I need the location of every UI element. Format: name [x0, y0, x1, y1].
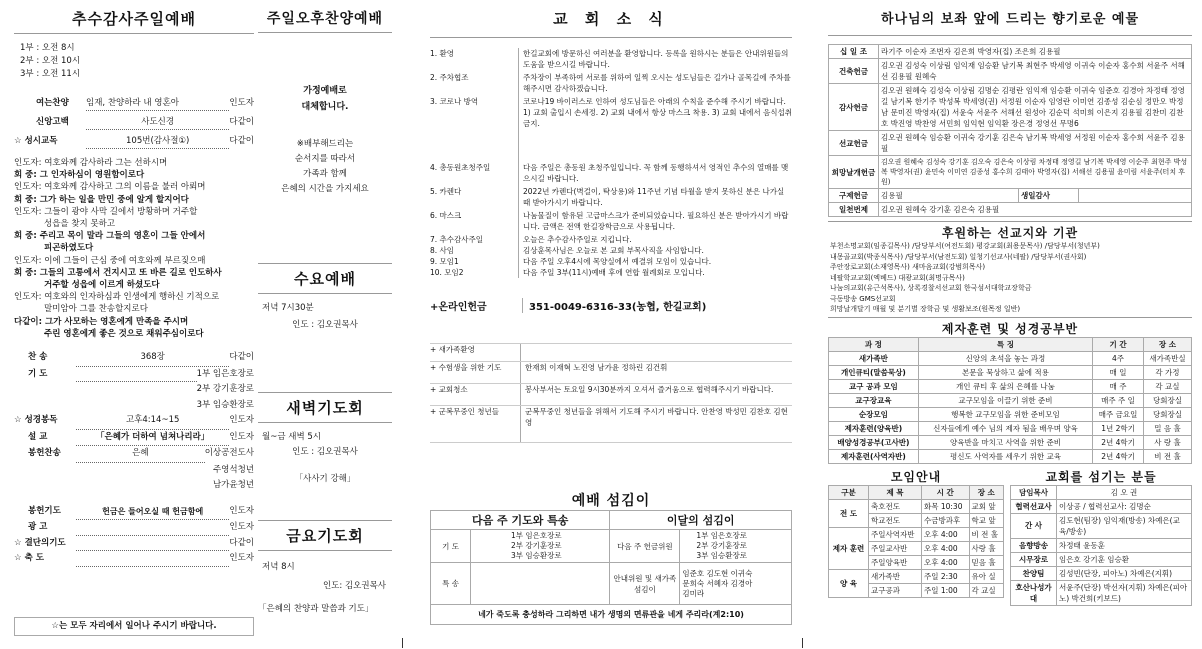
resp-line: 인도자: 이에 그들이 근심 중에 여호와께 부르짖으매: [14, 255, 206, 266]
order-row: [14, 116, 254, 130]
special-label: 특 송: [431, 563, 471, 605]
item-key: + 군복무중인 청년들: [430, 407, 500, 416]
mission-item: 부천소명교회(임종길목사) /담당부서(여전도회) 평강교회(최용문목사) /담당부서(청년부): [830, 242, 1100, 250]
order-label: 신앙고백: [36, 117, 69, 127]
meet-cell: 축호전도: [869, 499, 922, 513]
news-key: 7. 추수감사주일: [430, 235, 484, 244]
news-key: 10. 모임2: [430, 268, 464, 277]
resp-line: 피곤하였도다: [44, 243, 94, 254]
order-label: ☆ 축 도: [14, 553, 44, 564]
items-list: [430, 343, 792, 443]
offer-label: 다음 주 헌금위원: [610, 530, 680, 563]
resp-line: 회 중: 주리고 목이 말라 그들의 영혼이 그들 안에서: [14, 231, 206, 242]
mission-item: 내몽골교회(박종식목사) /담당부서(남전도회) 일청기선교사(네팔) /담당부서(권사회): [830, 252, 1087, 261]
train-table: [828, 337, 1192, 464]
serve-names: 김성빈(단장, 피아노) 차예은(지휘): [1057, 566, 1192, 580]
offering-value: 김오권 김성숙 이상림 임익재 임승환 남기복 최현주 박세영 이귀숙 이순자 홍수희 서윤주 서해선 김용필 원혜숙: [879, 59, 1192, 84]
offering-value: 김오권 원혜숙 김성숙 이상림 김명순 김평란 임익재 임승환 이귀숙 임준호 김경아 차정태 정영길 남기복 한기주 박성복 박세영(권) 서정원 이순자 임영란 이미연 김종성 김순심 정만오 박정남 문미진 박영자(집) 서윤숙 서윤주 서해선 원성아 김순덕 석미희 이은지 김용필 김찬미 김찬호 박진영 박찬영 서민희 임익현 임익환 장은경 정영선 무명6: [879, 84, 1192, 131]
offer-item: 1부 임은호장로: [696, 531, 748, 540]
fri-title: 금요기도회: [258, 520, 392, 551]
news-item: [430, 210, 792, 234]
resp-line: 인도자: 여호와의 인자하심과 인생에게 행하신 기적으로: [14, 292, 220, 303]
train-cell: 사 랑 홀: [1143, 435, 1191, 449]
col1-footer: ☆는 모두 자리에서 일어나 주시기 바랍니다.: [14, 617, 254, 636]
meet-table: [828, 485, 1004, 598]
item-row: [430, 405, 792, 443]
train-cell: 교구 공과 모임: [829, 379, 919, 393]
order-row: [14, 504, 254, 521]
train-cell: 평신도 사역자를 세우기 위한 교육: [918, 449, 1092, 463]
resp-line: 말미암아 그를 찬송할지로다: [44, 304, 148, 315]
train-cell: 매주 주 일: [1093, 393, 1144, 407]
serve-names: 이상공 / 협력선교사: 김명순: [1057, 499, 1192, 513]
news-item: [430, 256, 792, 267]
serve-names: 임은호 강기훈 임승환: [1057, 552, 1192, 566]
serve-names: 서윤주(단장) 박선자(지휘) 차예은(피아노) 박건희(키보드): [1057, 580, 1192, 605]
offering-key: 희망날개헌금: [829, 156, 879, 189]
news-list: [430, 48, 792, 278]
offering-key: 감사헌금: [829, 84, 879, 131]
resp-line: 회 중: 그들의 고통에서 건지시고 또 바른 길로 인도하사: [14, 267, 222, 278]
meet-cell: 학교전도: [869, 513, 922, 527]
mission-item: 주안장로교회(소재영목사) 새마음교회(강범희목사): [830, 263, 986, 271]
order-lead: 인도자: [229, 522, 254, 533]
meet-cell: 오후 4:00: [921, 541, 969, 555]
train-head: 기 간: [1093, 337, 1144, 351]
train-cell: 신앙의 초석을 놓는 과정: [918, 351, 1092, 365]
resp-line: 다같이: 그가 사모하는 영혼에게 만족을 주시며: [14, 316, 189, 327]
news-item: [430, 267, 792, 278]
news-value: 오늘은 추수감사주일로 지킵니다.: [518, 234, 792, 245]
item-value: 군복무중인 청년들을 위해서 기도해 주시기 바랍니다. 안찬영 박성민 김찬호 김현영: [520, 406, 792, 442]
train-cell: 제자훈련(사역자반): [829, 449, 919, 463]
train-cell: 신자들에게 예수 님의 제자 됨을 배우며 양육: [918, 421, 1092, 435]
order-row: [14, 135, 254, 149]
order-label: 봉헌기도: [28, 505, 61, 516]
order-lead: 다같이: [229, 537, 254, 548]
next-title: 다음 주 기도와 특송: [431, 511, 610, 530]
note-line: 가족과 함께: [303, 169, 347, 179]
news-item: [430, 245, 792, 256]
train-title: 제자훈련 및 성경공부반: [828, 317, 1192, 337]
order-label: 봉헌찬송: [28, 448, 61, 459]
guide-list: [680, 563, 792, 605]
serve-names: 김 오 권: [1057, 485, 1192, 499]
resp-line: 주린 영혼에게 좋은 것으로 채워주심이로다: [44, 328, 204, 339]
offering-key: 십 일 조: [829, 45, 879, 59]
item-row: [430, 343, 792, 361]
meet-cell: 전 도: [829, 499, 869, 527]
responsive-reading: [14, 157, 254, 340]
order-row: [14, 413, 254, 430]
meet-cell: 주일교사반: [869, 541, 922, 555]
fri-text: 「은혜의 찬양과 말씀과 기도」: [258, 604, 374, 614]
serve-names: 김도현(팀장) 임익재(방송) 차예은(교육/방송): [1057, 513, 1192, 538]
offering-table: [828, 44, 1192, 217]
news-value: 2022년 카렌다(벽걸이, 탁상용)와 11주년 기념 타월을 받지 못하신 분은 나가실 때 받아가시기 바랍니다.: [518, 186, 792, 210]
news-item: [430, 162, 792, 186]
meet-cell: 수금방과후: [921, 513, 969, 527]
guide-item: 김미라: [682, 588, 705, 598]
meet-head: 구분: [829, 485, 869, 499]
serve-table: [430, 510, 792, 625]
family-line1: 가정예배로: [303, 86, 347, 96]
offer-item: 3부 임승환장로: [696, 551, 748, 560]
train-cell: 각 가정: [1143, 365, 1191, 379]
order-label: 광 고: [28, 522, 48, 533]
order-lead: 인도자: [229, 98, 254, 108]
train-cell: 매주 금요일: [1093, 407, 1144, 421]
order-label: ☆ 성시교독: [14, 136, 58, 146]
order-text: 105번(감사절①): [86, 135, 229, 149]
serve-people-table: [1010, 485, 1192, 606]
order-lead: 1부 임은호장로: [196, 368, 254, 379]
offering-value: [1079, 189, 1192, 203]
train-cell: 매 주: [1093, 379, 1144, 393]
meet-cell: 양 육: [829, 569, 869, 597]
order-row: [14, 478, 254, 494]
col2-title: 주일오후찬양예배: [258, 4, 392, 33]
order-text: 헌금은 들어오실 때 헌금함에: [76, 504, 229, 521]
order-text: 임재, 찬양하라 내 영혼아: [86, 97, 229, 111]
offering-key: 생일감사: [1019, 189, 1079, 203]
order-label: [14, 398, 197, 414]
news-key: 3. 코로나 방역: [430, 97, 479, 106]
order-row: [14, 367, 254, 383]
train-cell: 제자훈련(양육반): [829, 421, 919, 435]
news-value: 나눔물질이 함유된 고급마스크가 준비되었습니다. 필요하신 분은 받아가시기 바랍니다. 금액은 전액 한길장학금으로 사용됩니다.: [518, 210, 792, 234]
news-key: 5. 카렌다: [430, 187, 462, 196]
order-lead: 다같이: [229, 117, 254, 127]
dawn-lead: 인도 : 김오권목사: [292, 447, 358, 457]
time-1: 1부 : 오전 8시: [20, 43, 75, 53]
wed-time: 저녁 7시30분: [262, 303, 314, 313]
mission-list: [828, 241, 1192, 315]
item-value: 봉사부서는 토요일 9시30분까지 오셔서 즐거움으로 협력해주시기 바랍니다.: [520, 384, 792, 405]
bottom-row: [828, 468, 1192, 606]
fri-lead: 인도: 김오권목사: [322, 581, 386, 591]
mission-item: 극동방송 GMS선교회: [830, 294, 896, 303]
item-value: 한재희 이재혁 노진영 남가윤 정하린 김건휘: [520, 362, 792, 383]
item-value: [520, 344, 792, 361]
order-row: [14, 398, 254, 414]
news-item: [430, 96, 792, 162]
item-key: + 수험생을 위한 기도: [430, 363, 502, 372]
col2: [258, 4, 392, 644]
online-value: 351-0049-6316-33(농협, 한길교회): [522, 298, 706, 313]
meet-cell: 오후 4:00: [921, 555, 969, 569]
train-cell: 비 전 홀: [1143, 449, 1191, 463]
train-cell: 각 교실: [1143, 379, 1191, 393]
news-value: 다음 주일 3부(11시)예배 후에 연합 월례회로 모입니다.: [518, 267, 792, 278]
meet-cell: 새가족반: [869, 569, 922, 583]
resp-line: 인도자: 그들이 광야 사막 길에서 방황하며 거주할: [14, 206, 198, 217]
meet-cell: 각 교실: [969, 583, 1003, 597]
offering-key: 선교헌금: [829, 131, 879, 156]
order-lead: 다같이: [229, 352, 254, 363]
news-value: 한길교회에 방문하신 여러분을 환영합니다. 등록을 원하시는 분들은 안내위원들의 도움을 받으시길 바랍니다.: [518, 48, 792, 72]
train-cell: 개인 큐티 후 삶의 은혜를 나눔: [918, 379, 1092, 393]
offering-key: 구제헌금: [829, 189, 879, 203]
note-line: ※배부해드리는: [296, 139, 354, 149]
order-label: 찬 송: [28, 352, 48, 363]
resp-line: 거주할 성읍에 이르게 하셨도다: [44, 280, 160, 291]
mission-item: 희망날개달기 매월 및 분기별 장학금 및 생활보조(원목정 일반): [830, 305, 1021, 313]
news-key: 8. 사임: [430, 246, 455, 255]
order-row: [14, 463, 254, 479]
time-2: 2부 : 오전 10시: [20, 56, 81, 66]
item-key: + 교회청소: [430, 385, 468, 394]
resp-line: 회 중: 그 인자하심이 영원함이로다: [14, 170, 145, 181]
meet-cell: 믿음 홀: [969, 555, 1003, 569]
news-key: 6. 마스크: [430, 211, 462, 220]
train-head: 과 정: [829, 337, 919, 351]
meet-cell: 비 전 홀: [969, 527, 1003, 541]
guide-item: 임준호 김도현 이귀숙: [682, 568, 753, 578]
meet-head: 제 목: [869, 485, 922, 499]
serve-role: 간 사: [1011, 513, 1057, 538]
train-cell: 2년 4학기: [1093, 449, 1144, 463]
news-value: 다음 주일 오후4시에 목양실에서 예결위 모임이 있습니다.: [518, 256, 792, 267]
col4-title: 하나님의 보좌 앞에 드리는 향기로운 예물: [828, 4, 1192, 36]
order-lead: 인도자: [229, 553, 254, 564]
serve-role: 담임목사: [1011, 485, 1057, 499]
train-cell: 2년 4학기: [1093, 435, 1144, 449]
offering-key: 건축헌금: [829, 59, 879, 84]
order-text: 「은혜가 더하여 넘쳐나리라」: [76, 430, 229, 447]
order-label: ☆ 결단의기도: [14, 537, 66, 548]
fold-mark-left: [402, 638, 403, 648]
news-value: 다음 주일은 총동원 초청주일입니다. 꼭 함께 동행하셔서 영적인 추수의 열매를 맺으시길 바랍니다.: [518, 162, 792, 186]
serve-role: 협력선교사: [1011, 499, 1057, 513]
order-lead: 다같이: [229, 136, 254, 146]
meet-cell: 오후 4:00: [921, 527, 969, 541]
order-label: 여는찬양: [36, 98, 69, 108]
pray-item: 1부 임은호장로: [511, 531, 562, 540]
train-cell: 새가족반실: [1143, 351, 1191, 365]
train-cell: 새가족반: [829, 351, 919, 365]
order-row: [14, 446, 254, 463]
col4: [828, 4, 1192, 644]
dawn-title: 새벽기도회: [258, 392, 392, 423]
train-cell: 매 일: [1093, 365, 1144, 379]
serve-names: 차정태 윤동훈: [1057, 538, 1192, 552]
meet-cell: 교구공과: [869, 583, 922, 597]
mission-title: 후원하는 선교지와 기관: [828, 221, 1192, 241]
online-label: +온라인헌금: [430, 302, 487, 313]
order-row: [14, 551, 254, 567]
news-key: 2. 주차협조: [430, 73, 469, 82]
meet-cell: 주일 2:30: [921, 569, 969, 583]
family-note: [258, 137, 392, 197]
train-cell: 교구모임을 이끌기 위한 준비: [918, 393, 1092, 407]
order-lead: 3부 임승환장로: [196, 399, 254, 410]
offer-list: [680, 530, 792, 563]
offering-key: 일천번제: [829, 203, 879, 217]
news-value: 주차장이 부족하여 서로를 위하여 일찍 오시는 성도님들은 길가나 골목길에 주차를 해주시면 감사하겠습니다.: [518, 72, 792, 96]
order-text: [76, 367, 197, 383]
order-lead: 인도자: [229, 505, 254, 516]
train-head: 장 소: [1143, 337, 1191, 351]
dawn-text: 「사사기 강해」: [294, 474, 356, 484]
note-line: 순서지를 따라서: [294, 154, 356, 164]
family-worship: [258, 83, 392, 115]
train-cell: 1년 2학기: [1093, 421, 1144, 435]
news-key: 4. 총동원초청주일: [430, 163, 491, 172]
fri-time: 저녁 8시: [262, 562, 295, 572]
train-cell: 당회장실: [1143, 393, 1191, 407]
meet-head: 장 소: [969, 485, 1003, 499]
col3-title: 교 회 소 식: [430, 4, 792, 38]
news-key: 9. 모임1: [430, 257, 459, 266]
resp-line: 회 중: 그가 하는 일을 만민 중에 알게 할지어다: [14, 194, 189, 205]
order-lead: 2부 강기훈장로: [196, 384, 254, 395]
train-cell: 4주: [1093, 351, 1144, 365]
offering-value: 김오권 원혜숙 임승환 이귀숙 강기훈 김은숙 남기복 박세영 서정원 이순자 홍수희 서윤주 김용필: [879, 131, 1192, 156]
offering-value: 라기주 이순자 조번자 김은희 박영자(집) 조은희 김용필: [879, 45, 1192, 59]
offer-item: 2부 강기훈장로: [696, 541, 748, 550]
order-row: [14, 520, 254, 536]
meet-cell: 주일사역자반: [869, 527, 922, 541]
wed-title: 수요예배: [258, 263, 392, 294]
train-cell: 양육반을 마치고 사역을 위한 준비: [918, 435, 1092, 449]
news-item: [430, 72, 792, 96]
order-lead: 인도자: [229, 415, 254, 426]
special-value: [471, 563, 610, 605]
col3: [430, 4, 792, 644]
order-label: 기 도: [28, 368, 48, 379]
train-cell: 당회장실: [1143, 407, 1191, 421]
serve-role: 찬양팀: [1011, 566, 1057, 580]
meet-head: 시 간: [921, 485, 969, 499]
meet-cell: 제자 훈련: [829, 527, 869, 569]
guide-item: 문희숙 서혜자 김경아: [682, 578, 753, 588]
meet-cell: 유아 실: [969, 569, 1003, 583]
meet-cell: 주일 1:00: [921, 583, 969, 597]
order-1: [14, 97, 254, 149]
order-row: [14, 97, 254, 111]
serve-title: 예배 섬김이: [571, 493, 651, 509]
verse: 네가 죽도록 충성하라 그리하면 내가 생명의 면류관을 네게 주리라(계2:10): [431, 605, 792, 625]
pray-label: 기 도: [431, 530, 471, 563]
offering-value: 김용필: [879, 189, 1019, 203]
order-row: [14, 430, 254, 447]
order-text: 368장: [76, 350, 229, 367]
time-3: 3부 : 오전 11시: [20, 69, 81, 79]
resp-line: 인도자: 여호와께 감사하고 그의 이름을 불러 아뢰며: [14, 182, 206, 193]
meet-cell: 주일양육반: [869, 555, 922, 569]
resp-line: 성읍을 찾지 못하고: [44, 219, 116, 230]
dawn-time: 월~금 새벽 5시: [262, 432, 321, 442]
train-cell: 개인큐티(말씀묵상): [829, 365, 919, 379]
order-label: ☆ 성경봉독: [14, 415, 58, 426]
train-cell: 본문을 묵상하고 삶에 적용: [918, 365, 1092, 379]
news-key: 1. 환영: [430, 49, 455, 58]
train-cell: 행복한 교구모임을 위한 준비모임: [918, 407, 1092, 421]
note-line: 은혜의 시간을 가지세요: [281, 184, 369, 194]
serve-role: 시무장로: [1011, 552, 1057, 566]
train-head: 특 징: [918, 337, 1092, 351]
meet-cell: 교회 앞: [969, 499, 1003, 513]
meet-cell: 사랑 홀: [969, 541, 1003, 555]
col1-title: 추수감사주일예배: [14, 4, 254, 34]
order-label: 설 교: [28, 431, 48, 442]
month-title: 이달의 섬김이: [610, 511, 792, 530]
serve-role: 호산나성가대: [1011, 580, 1057, 605]
train-cell: 순장모임: [829, 407, 919, 421]
order-text: 고후4:14~15: [76, 413, 229, 430]
order-text: 사도신경: [86, 116, 229, 130]
item-key: + 새가족환영: [430, 345, 475, 354]
train-cell: 밀 음 홀: [1143, 421, 1191, 435]
pray-list: [471, 530, 610, 563]
order-row: [14, 536, 254, 552]
offering-value: 김오권 원혜숙 김성숙 강기훈 김오숙 김은숙 이상림 차정태 정영길 남기복 박세영 이순주 최현주 박성복 박영자(권) 윤민숙 이미연 김종성 홍수희 김태아 박영자(집) 서해선 김용필 윤미림 서윤주(터치 후원): [879, 156, 1192, 189]
fold-mark-right: [802, 638, 803, 648]
order-row: [14, 350, 254, 367]
guide-label: 안내위원 및 새가족섬김이: [610, 563, 680, 605]
pray-item: 2부 강기훈장로: [511, 541, 562, 550]
meet-cell: 학교 앞: [969, 513, 1003, 527]
order-lead: 이상공전도사: [204, 448, 254, 459]
mission-item: 네팔학교교회(엑베드) 대광교회(최명규목사): [830, 273, 965, 282]
order-lead: 주영석청년: [212, 464, 254, 475]
serve-section: [1010, 468, 1192, 606]
wed-lead: 인도 : 김오권목사: [292, 320, 358, 330]
col1: [14, 4, 254, 644]
meet-cell: 화목 10:30: [921, 499, 969, 513]
news-item: [430, 186, 792, 210]
order-lead: 인도자: [229, 431, 254, 442]
meet-section: [828, 468, 1004, 606]
resp-line: 인도자: 여호와께 감사하라 그는 선하시며: [14, 158, 168, 168]
pray-item: 3부 임승환장로: [511, 551, 562, 560]
mission-item: 나눔의교회(유근석목사), 상록경찰서선교회 한국섬서대학교장학금: [830, 284, 1032, 292]
offering-value: 김오권 원혜숙 강기훈 김은숙 김용필: [879, 203, 1192, 217]
news-item: [430, 48, 792, 72]
online-offering: [430, 298, 792, 313]
item-row: [430, 361, 792, 383]
news-value: 김상훈목사님은 오늘로 본 교회 부목사직을 사임합니다.: [518, 245, 792, 256]
order-label: [14, 382, 197, 398]
order-text: 은혜: [76, 446, 205, 463]
order-2: [14, 350, 254, 567]
family-line2: 대체합니다.: [301, 102, 349, 112]
order-lead: 남가윤청년: [212, 480, 254, 491]
serve-people-title: 교회를 섬기는 분들: [1045, 469, 1157, 484]
serve-role: 음향방송: [1011, 538, 1057, 552]
train-cell: 배양성경공부(고사반): [829, 435, 919, 449]
item-row: [430, 383, 792, 405]
meet-title: 모임안내: [890, 469, 942, 484]
news-item: [430, 234, 792, 245]
order-row: [14, 382, 254, 398]
train-cell: 교구장교육: [829, 393, 919, 407]
news-value: 코로나19 바이러스로 인하여 성도님들은 아래의 수칙을 준수해 주시기 바랍니다. 1) 교회 출입시 손세정. 2) 교회 내에서 항상 마스크 착용. 3) 교회 내에서 음식섭취 금지.: [518, 96, 792, 162]
service-times: [20, 42, 254, 81]
